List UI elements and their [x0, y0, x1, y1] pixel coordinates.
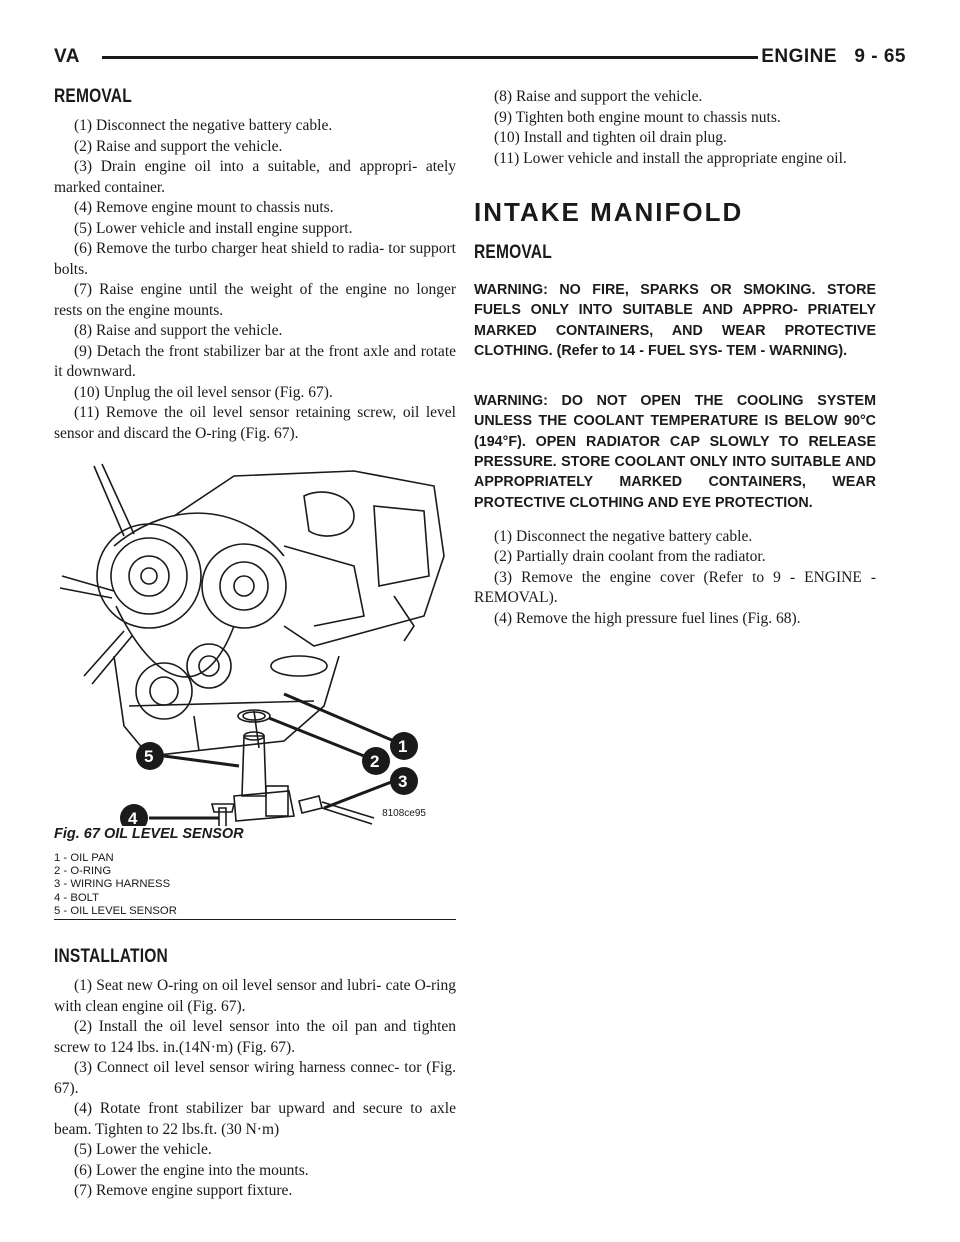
installation-step: (6) Lower the engine into the mounts. [74, 1161, 309, 1179]
removal-heading: REMOVAL [54, 86, 132, 107]
removal-steps [54, 116, 456, 444]
intake-removal-step: (4) Remove the high pressure fuel lines (Fig. 68). [494, 609, 801, 627]
removal-step: (8) Raise and support the vehicle. [74, 322, 283, 339]
header-rule [102, 56, 758, 59]
header-vehicle-code: VA [54, 46, 80, 67]
installation-step: (7) Remove engine support fixture. [74, 1182, 293, 1199]
installation-step: (2) Install the oil level sensor into the oil pan and tighten screw to 124 lbs. in.(14N·m) (Fig. 67). [54, 1018, 456, 1056]
continued-step: (9) Tighten both engine mount to chassis nuts. [494, 108, 781, 126]
legend-item: 3 - WIRING HARNESS [54, 878, 171, 891]
removal-step: (3) Drain engine oil into a suitable, and appropri- ately marked container. [54, 158, 456, 196]
removal-step: (1) Disconnect the negative battery cable. [74, 117, 333, 134]
legend-item: 4 - BOLT [54, 891, 99, 904]
removal-step: (4) Remove engine mount to chassis nuts. [74, 199, 334, 216]
legend-item: 2 - O-RING [54, 865, 112, 878]
callout-4: 4 [128, 809, 138, 826]
continued-step: (8) Raise and support the vehicle. [494, 88, 703, 105]
header-section-page: ENGINE 9 - 65 [761, 46, 906, 67]
removal-step: (10) Unplug the oil level sensor (Fig. 67). [74, 383, 333, 401]
removal-step: (6) Remove the turbo charger heat shield to radia- tor support bolts. [54, 240, 456, 278]
legend-item: 1 - OIL PAN [54, 852, 114, 864]
page-header [54, 44, 906, 74]
removal-step: (5) Lower vehicle and install engine support. [74, 219, 353, 237]
figure-title: Fig. 67 OIL LEVEL SENSOR [54, 826, 244, 842]
continued-steps [474, 87, 876, 169]
figure-rule [54, 919, 456, 920]
intake-removal-heading: REMOVAL [474, 242, 552, 263]
removal-step: (2) Raise and support the vehicle. [74, 137, 283, 155]
callout-1: 1 [398, 737, 408, 756]
callout-5: 5 [144, 747, 154, 766]
continued-step: (11) Lower vehicle and install the appropriate engine oil. [494, 149, 847, 167]
installation-step: (3) Connect oil level sensor wiring harness connec- tor (Fig. 67). [54, 1059, 456, 1097]
legend-item: 5 - OIL LEVEL SENSOR [54, 904, 177, 917]
fuel-warning: WARNING: NO FIRE, SPARKS OR SMOKING. STORE FUELS ONLY INTO SUITABLE AND APPRO- PRIATELY MARKED CONTAINERS, AND WEAR PROTECTIVE CLOTHING. (Refer to 14 - FUEL SYS- TEM - WARNING). [474, 282, 876, 359]
removal-step: (11) Remove the oil level sensor retaining screw, oil level sensor and discard the O-ring (Fig. 67). [54, 404, 456, 442]
callout-3: 3 [398, 772, 408, 791]
installation-step: (5) Lower the vehicle. [74, 1141, 212, 1158]
figure-code: 8108ce95 [382, 808, 426, 819]
installation-step: (1) Seat new O-ring on oil level sensor and lubri- cate O-ring with clean engine oil (Fig. 67). [54, 977, 456, 1015]
right-column [474, 86, 876, 629]
figure-legend [54, 852, 177, 918]
installation-step: (4) Rotate front stabilizer bar upward and secure to axle beam. Tighten to 22 lbs.ft. (30 N·m) [54, 1100, 456, 1138]
intake-removal-step: (2) Partially drain coolant from the radiator. [494, 548, 766, 566]
installation-section [54, 946, 456, 1202]
intake-removal-step: (3) Remove the engine cover (Refer to 9 - ENGINE - REMOVAL). [474, 568, 876, 607]
engine-illustration [54, 456, 456, 826]
oil-level-sensor-figure [54, 456, 456, 917]
intake-removal-step: (1) Disconnect the negative battery cable. [494, 527, 753, 545]
intake-removal-steps [474, 527, 876, 630]
continued-step: (10) Install and tighten oil drain plug. [494, 129, 727, 146]
coolant-warning: WARNING: DO NOT OPEN THE COOLING SYSTEM UNLESS THE COOLANT TEMPERATURE IS BELOW 90°C (194°F). OPEN RADIATOR CAP SLOWLY TO RELEASE PRESSURE. STORE COOLANT ONLY INTO SUITABLE AND APPROPRIATELY MARKED CONTAINERS, WEAR PROTECTIVE CLOTHING AND EYE PROTECTION. [474, 393, 876, 511]
callout-2: 2 [370, 752, 380, 771]
removal-step: (7) Raise engine until the weight of the engine no longer rests on the engine mounts. [54, 281, 456, 319]
section-title: INTAKE MANIFOLD [474, 197, 744, 227]
installation-heading: INSTALLATION [54, 946, 168, 967]
removal-step: (9) Detach the front stabilizer bar at the front axle and rotate it downward. [54, 342, 456, 380]
left-column [54, 86, 456, 1202]
